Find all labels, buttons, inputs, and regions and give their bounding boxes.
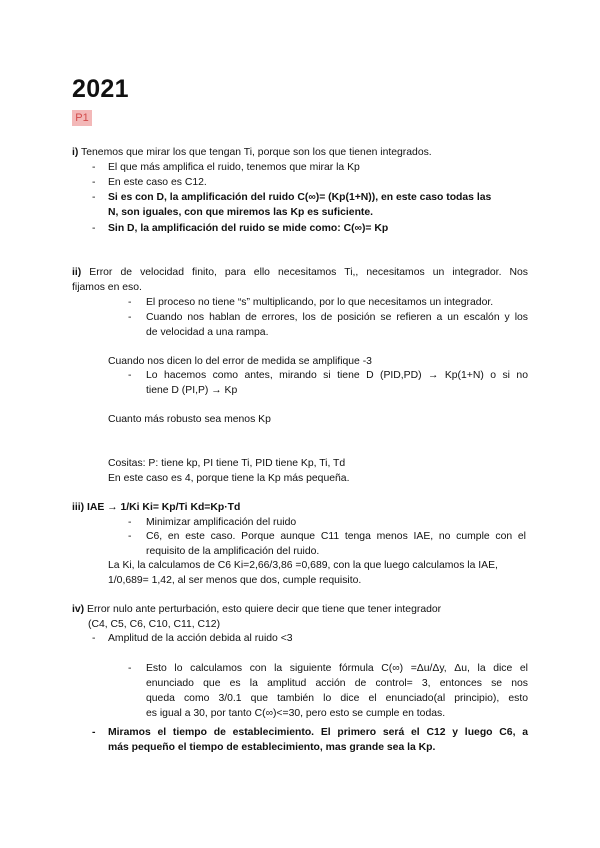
paragraph: (C4, C5, C6, C10, C11, C12)	[88, 619, 221, 630]
list-item: Sin D, la amplificación del ruido se mide como: C(∞)= Kp	[108, 223, 389, 234]
section-i-label: i)	[72, 147, 79, 158]
bullet-dash: -	[92, 633, 96, 644]
list-item: Amplitud de la acción debida al ruido <3	[108, 633, 293, 644]
list-item: El que más amplifica el ruido, tenemos que mirar la Kp	[108, 162, 360, 173]
paragraph: 1/0,689= 1,42, al ser menos que dos, cumple requisito.	[108, 575, 362, 586]
page-title: 2021	[72, 75, 129, 103]
paragraph: La Ki, la calculamos de C6 Ki=2,66/3,86 =0,689, con la que luego calculamos la IAE,	[108, 560, 498, 571]
list-item: El proceso no tiene “s” multiplicando, por lo que necesitamos un integrador.	[146, 297, 494, 308]
paragraph: Cositas: P: tiene kp, PI tiene Ti, PID tiene Kp, Ti, Td	[108, 458, 346, 469]
bullet-dash: -	[128, 370, 132, 381]
section-i-text: Tenemos que mirar los que tengan Ti, porque son los que tienen integrados.	[78, 147, 432, 158]
section-ii-label: ii)	[72, 267, 82, 278]
bullet-dash: -	[128, 517, 132, 528]
list-item: Miramos el tiempo de establecimiento. El primero será el C12 y luego C6, a	[108, 727, 528, 738]
bullet-dash: -	[92, 177, 96, 188]
list-item: Si es con D, la amplificación del ruido C(∞)= (Kp(1+N)), en este caso todas las	[108, 192, 492, 203]
list-item-continuation: es igual a 30, por tanto C(∞)<=30, pero esto se cumple en todas.	[146, 708, 446, 719]
list-item-continuation: enunciado que es la amplitud acción de control= 3, entonces se nos	[146, 678, 528, 689]
list-item-continuation: tiene D (PI,P) → Kp	[146, 385, 238, 396]
bullet-dash: -	[92, 223, 96, 234]
list-item: En este caso es C12.	[108, 177, 207, 188]
bullet-dash: -	[128, 531, 132, 542]
paragraph: Cuando nos dicen lo del error de medida se amplifique -3	[108, 356, 372, 367]
section-iv-text: Error nulo ante perturbación, esto quiere decir que tiene que tener integrador	[84, 604, 442, 615]
list-item-continuation: N, son iguales, con que miremos las Kp es suficiente.	[108, 207, 374, 218]
bullet-dash: -	[128, 663, 132, 674]
section-iv-label: iv)	[72, 604, 85, 615]
list-item-continuation: de velocidad a una rampa.	[146, 327, 269, 338]
section-ii-intro-cont: fijamos en eso.	[72, 282, 142, 293]
paragraph: Cuanto más robusto sea menos Kp	[108, 414, 271, 425]
list-item: Esto lo calculamos con la siguiente fórmula C(∞) =Δu/Δy, Δu, la dice el	[146, 663, 528, 674]
list-item: C6, en este caso. Porque aunque C11 tenga menos IAE, no cumple con el	[146, 531, 526, 542]
section-iii-heading: iii) IAE → 1/Ki Ki= Kp/Ti Kd=Kp·Td	[72, 502, 241, 513]
paragraph: En este caso es 4, porque tiene la Kp más pequeña.	[108, 473, 350, 484]
section-ii-text: Error de velocidad finito, para ello necesitamos Ti,, necesitamos un integrador. Nos	[81, 267, 528, 278]
bullet-dash: -	[128, 297, 132, 308]
list-item: Minimizar amplificación del ruido	[146, 517, 297, 528]
list-item-continuation: más pequeño el tiempo de establecimiento, mas grande sea la Kp.	[108, 742, 436, 753]
highlighted-tag: P1	[72, 110, 92, 126]
list-item-continuation: queda como 3/0.1 que también lo dice el enunciado(al principio), esto	[146, 693, 528, 704]
bullet-dash: -	[92, 192, 96, 203]
section-iv-intro	[72, 603, 441, 617]
bullet-dash: -	[92, 162, 96, 173]
list-item: Lo hacemos como antes, mirando si tiene D (PID,PD) → Kp(1+N) o si no	[146, 370, 528, 381]
bullet-dash: -	[92, 727, 96, 738]
bullet-dash: -	[128, 312, 132, 323]
section-i-intro	[72, 146, 432, 160]
list-item-continuation: requisito de la amplificación del ruido.	[146, 546, 320, 557]
list-item: Cuando nos hablan de errores, los de posición se refieren a un escalón y los	[146, 312, 528, 323]
section-ii-intro	[72, 266, 528, 280]
